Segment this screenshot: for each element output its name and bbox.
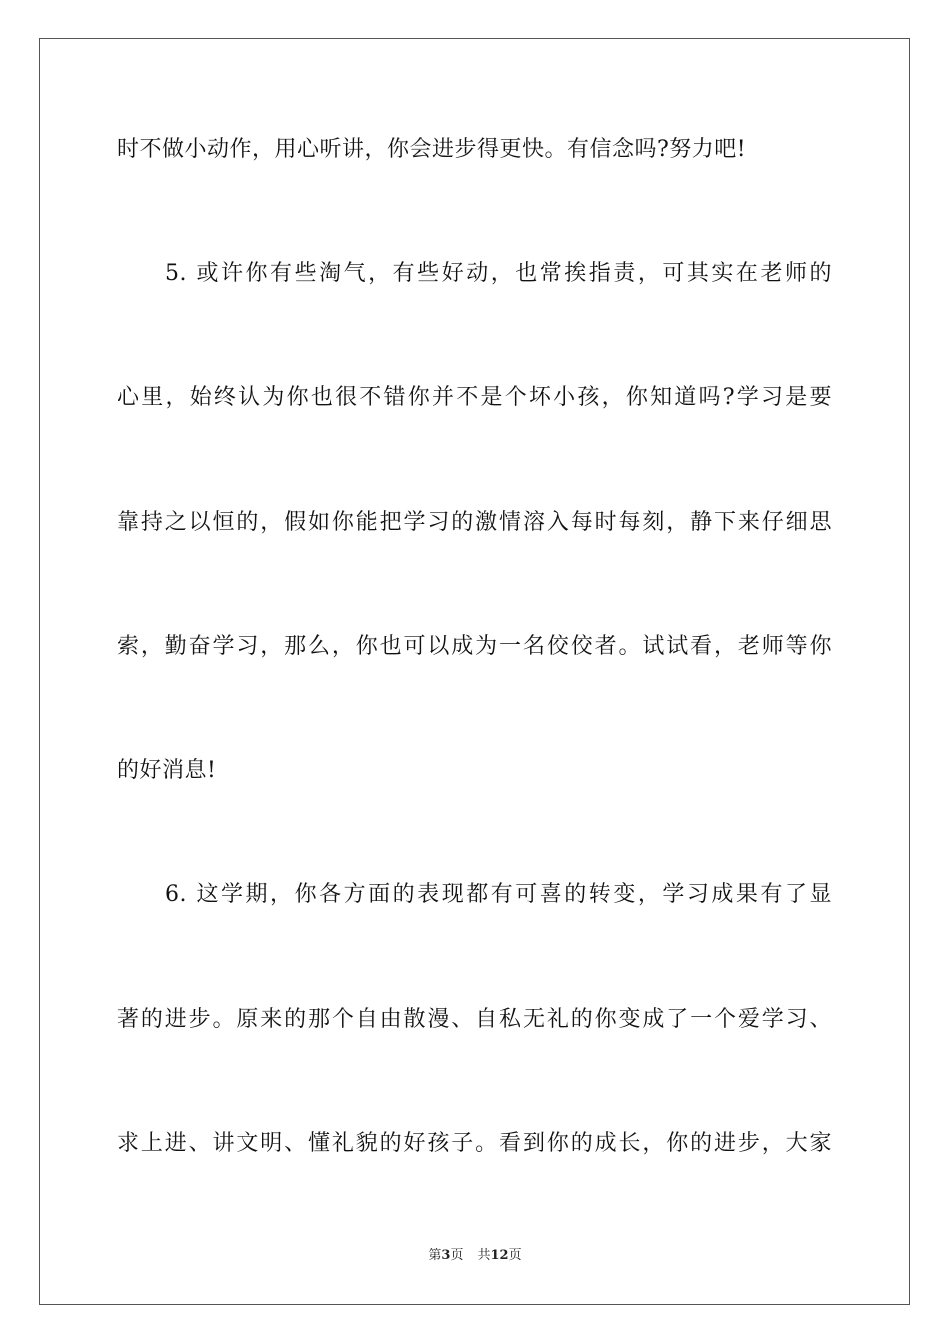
text-line: 著的进步。原来的那个自由散漫、自私无礼的你变成了一个爱学习、: [117, 1007, 832, 1032]
text-line: 心里，始终认为你也很不错你并不是个坏小孩，你知道吗?学习是要: [117, 385, 832, 410]
text-line: 靠持之以恒的，假如你能把学习的激情溶入每时每刻，静下来仔细思: [117, 510, 832, 535]
text-line: 5. 或许你有些淘气，有些好动，也常挨指责，可其实在老师的: [165, 261, 832, 286]
current-page-number: 3: [441, 1248, 451, 1263]
total-prefix: 共: [477, 1248, 491, 1263]
page-frame: [39, 38, 910, 1305]
text-line: 求上进、讲文明、懂礼貌的好孩子。看到你的成长，你的进步，大家: [117, 1131, 832, 1156]
text-line: 索，勤奋学习，那么，你也可以成为一名佼佼者。试试看，老师等你: [117, 634, 832, 659]
page-footer: [0, 1247, 950, 1265]
text-line: 的好消息!: [117, 758, 217, 783]
total-page-count: 12: [490, 1248, 509, 1263]
text-line: 6. 这学期，你各方面的表现都有可喜的转变，学习成果有了显: [165, 882, 832, 907]
page-suffix: 页: [450, 1248, 464, 1263]
page-prefix: 第: [428, 1248, 442, 1263]
text-line: 时不做小动作，用心听讲，你会进步得更快。有信念吗?努力吧!: [117, 137, 747, 162]
total-suffix: 页: [508, 1248, 522, 1263]
